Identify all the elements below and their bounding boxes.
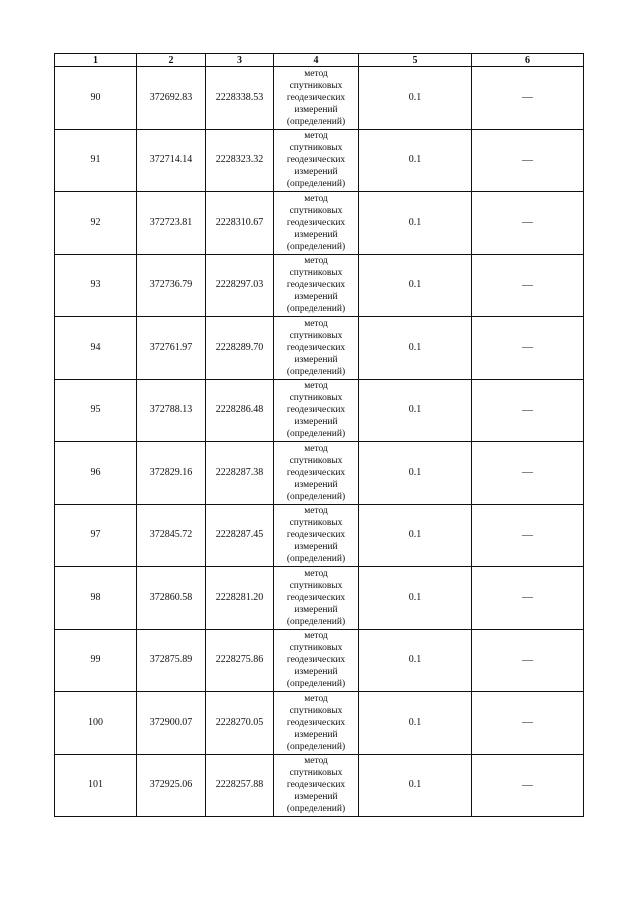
y-coordinate-cell: 2228323.32 — [206, 129, 274, 192]
method-line: геодезических — [286, 342, 346, 353]
note-dash: — — [522, 716, 533, 729]
note-cell — [472, 754, 584, 817]
y-coordinate-cell: 2228310.67 — [206, 192, 274, 255]
point-number-cell: 97 — [55, 504, 137, 567]
x-coordinate-cell: 372736.79 — [137, 254, 206, 317]
note-cell — [472, 629, 584, 692]
method-line: метод — [304, 756, 328, 767]
accuracy-cell: 0.1 — [359, 692, 472, 755]
method-line: спутниковых — [289, 455, 343, 466]
method-line: (определений) — [286, 304, 346, 315]
method-line: геодезических — [286, 655, 346, 666]
y-coordinate-cell: 2228286.48 — [206, 379, 274, 442]
note-cell — [472, 192, 584, 255]
method-cell — [274, 442, 359, 505]
x-coordinate-cell: 372788.13 — [137, 379, 206, 442]
method-line: спутниковых — [289, 768, 343, 779]
method-line: измерений — [294, 542, 338, 553]
method-line: (определений) — [286, 741, 346, 752]
accuracy-cell: 0.1 — [359, 67, 472, 130]
method-line: (определений) — [286, 616, 346, 627]
note-cell — [472, 504, 584, 567]
x-coordinate-cell: 372761.97 — [137, 317, 206, 380]
method-line: (определений) — [286, 366, 346, 377]
method-line: спутниковых — [289, 393, 343, 404]
table-row — [55, 67, 584, 130]
method-line: (определений) — [286, 491, 346, 502]
note-dash: — — [522, 91, 533, 104]
x-coordinate-cell: 372925.06 — [137, 754, 206, 817]
note-cell — [472, 692, 584, 755]
method-line: измерений — [294, 604, 338, 615]
point-number-cell: 99 — [55, 629, 137, 692]
header-cell-2: 2 — [137, 54, 206, 67]
note-cell — [472, 379, 584, 442]
y-coordinate-cell: 2228289.70 — [206, 317, 274, 380]
table-body — [55, 67, 584, 817]
y-coordinate-cell: 2228287.38 — [206, 442, 274, 505]
method-line: измерений — [294, 354, 338, 365]
header-cell-6: 6 — [472, 54, 584, 67]
note-cell — [472, 442, 584, 505]
method-line: геодезических — [286, 405, 346, 416]
method-line: измерений — [294, 792, 338, 803]
x-coordinate-cell: 372900.07 — [137, 692, 206, 755]
header-cell-5: 5 — [359, 54, 472, 67]
method-line: измерений — [294, 104, 338, 115]
table-row — [55, 317, 584, 380]
method-cell — [274, 754, 359, 817]
accuracy-cell: 0.1 — [359, 442, 472, 505]
y-coordinate-cell: 2228270.05 — [206, 692, 274, 755]
method-cell — [274, 254, 359, 317]
note-dash: — — [522, 216, 533, 229]
method-line: метод — [304, 318, 328, 329]
method-line: спутниковых — [289, 80, 343, 91]
method-line: геодезических — [286, 780, 346, 791]
note-dash: — — [522, 403, 533, 416]
x-coordinate-cell: 372714.14 — [137, 129, 206, 192]
method-line: метод — [304, 631, 328, 642]
method-line: метод — [304, 68, 328, 79]
coordinates-table — [54, 53, 584, 817]
method-line: спутниковых — [289, 643, 343, 654]
method-line: спутниковых — [289, 518, 343, 529]
y-coordinate-cell: 2228297.03 — [206, 254, 274, 317]
method-line: метод — [304, 443, 328, 454]
note-dash: — — [522, 778, 533, 791]
x-coordinate-cell: 372829.16 — [137, 442, 206, 505]
table-row — [55, 129, 584, 192]
accuracy-cell: 0.1 — [359, 629, 472, 692]
note-dash: — — [522, 466, 533, 479]
method-cell — [274, 692, 359, 755]
y-coordinate-cell: 2228275.86 — [206, 629, 274, 692]
x-coordinate-cell: 372723.81 — [137, 192, 206, 255]
method-line: метод — [304, 193, 328, 204]
x-coordinate-cell: 372692.83 — [137, 67, 206, 130]
method-line: (определений) — [286, 804, 346, 815]
method-line: (определений) — [286, 116, 346, 127]
point-number-cell: 92 — [55, 192, 137, 255]
method-cell — [274, 504, 359, 567]
method-line: геодезических — [286, 280, 346, 291]
method-line: (определений) — [286, 679, 346, 690]
y-coordinate-cell: 2228287.45 — [206, 504, 274, 567]
method-line: метод — [304, 131, 328, 142]
accuracy-cell: 0.1 — [359, 504, 472, 567]
method-line: геодезических — [286, 217, 346, 228]
note-dash: — — [522, 153, 533, 166]
method-line: измерений — [294, 479, 338, 490]
method-cell — [274, 317, 359, 380]
point-number-cell: 94 — [55, 317, 137, 380]
method-line: спутниковых — [289, 205, 343, 216]
method-line: геодезических — [286, 155, 346, 166]
accuracy-cell: 0.1 — [359, 192, 472, 255]
y-coordinate-cell: 2228338.53 — [206, 67, 274, 130]
header-cell-4: 4 — [274, 54, 359, 67]
method-line: метод — [304, 506, 328, 517]
method-cell — [274, 629, 359, 692]
method-cell — [274, 129, 359, 192]
y-coordinate-cell: 2228257.88 — [206, 754, 274, 817]
method-line: геодезических — [286, 92, 346, 103]
method-line: метод — [304, 256, 328, 267]
table-row — [55, 192, 584, 255]
method-line: измерений — [294, 417, 338, 428]
method-line: измерений — [294, 229, 338, 240]
point-number-cell: 100 — [55, 692, 137, 755]
note-dash: — — [522, 591, 533, 604]
point-number-cell: 95 — [55, 379, 137, 442]
note-cell — [472, 254, 584, 317]
method-cell — [274, 567, 359, 630]
method-line: (определений) — [286, 179, 346, 190]
header-row — [55, 54, 584, 67]
method-line: метод — [304, 568, 328, 579]
note-dash: — — [522, 528, 533, 541]
point-number-cell: 91 — [55, 129, 137, 192]
note-dash: — — [522, 341, 533, 354]
method-line: измерений — [294, 292, 338, 303]
table-row — [55, 442, 584, 505]
method-line: спутниковых — [289, 330, 343, 341]
method-cell — [274, 192, 359, 255]
note-cell — [472, 129, 584, 192]
accuracy-cell: 0.1 — [359, 254, 472, 317]
method-line: (определений) — [286, 241, 346, 252]
table-row — [55, 379, 584, 442]
note-cell — [472, 567, 584, 630]
note-cell — [472, 67, 584, 130]
method-line: геодезических — [286, 717, 346, 728]
note-dash: — — [522, 278, 533, 291]
method-line: спутниковых — [289, 580, 343, 591]
accuracy-cell: 0.1 — [359, 317, 472, 380]
accuracy-cell: 0.1 — [359, 567, 472, 630]
table-row — [55, 692, 584, 755]
method-line: спутниковых — [289, 705, 343, 716]
method-cell — [274, 379, 359, 442]
method-line: (определений) — [286, 554, 346, 565]
accuracy-cell: 0.1 — [359, 129, 472, 192]
y-coordinate-cell: 2228281.20 — [206, 567, 274, 630]
point-number-cell: 98 — [55, 567, 137, 630]
accuracy-cell: 0.1 — [359, 754, 472, 817]
method-line: метод — [304, 693, 328, 704]
x-coordinate-cell: 372845.72 — [137, 504, 206, 567]
table-row — [55, 629, 584, 692]
method-line: спутниковых — [289, 143, 343, 154]
table-row — [55, 754, 584, 817]
table-row — [55, 567, 584, 630]
method-line: геодезических — [286, 467, 346, 478]
method-line: (определений) — [286, 429, 346, 440]
header-cell-3: 3 — [206, 54, 274, 67]
header-cell-1: 1 — [55, 54, 137, 67]
point-number-cell: 93 — [55, 254, 137, 317]
x-coordinate-cell: 372875.89 — [137, 629, 206, 692]
method-line: спутниковых — [289, 268, 343, 279]
point-number-cell: 96 — [55, 442, 137, 505]
point-number-cell: 90 — [55, 67, 137, 130]
method-line: измерений — [294, 667, 338, 678]
table-row — [55, 504, 584, 567]
method-line: метод — [304, 381, 328, 392]
method-line: геодезических — [286, 592, 346, 603]
table-row — [55, 254, 584, 317]
point-number-cell: 101 — [55, 754, 137, 817]
method-cell — [274, 67, 359, 130]
method-line: геодезических — [286, 530, 346, 541]
x-coordinate-cell: 372860.58 — [137, 567, 206, 630]
method-line: измерений — [294, 729, 338, 740]
note-cell — [472, 317, 584, 380]
accuracy-cell: 0.1 — [359, 379, 472, 442]
note-dash: — — [522, 653, 533, 666]
method-line: измерений — [294, 167, 338, 178]
